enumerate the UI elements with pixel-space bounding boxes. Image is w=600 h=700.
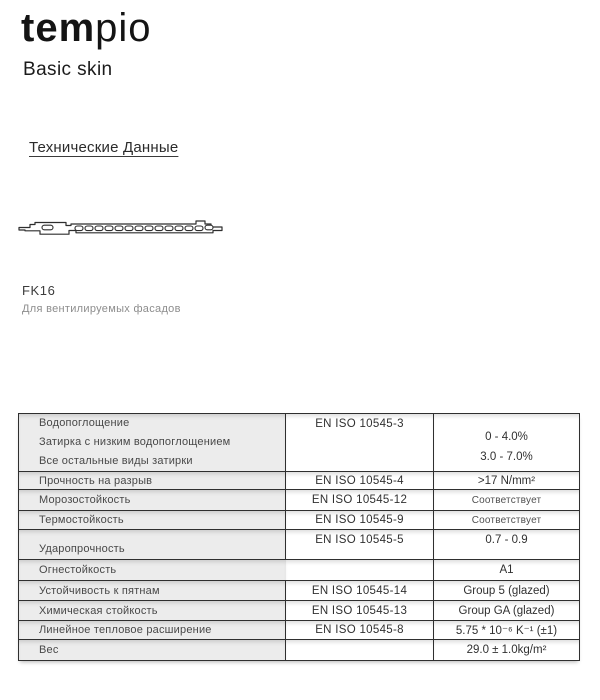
table-row xyxy=(19,621,580,640)
standard-cell: EN ISO 10545-9 xyxy=(286,511,434,530)
standard-cell xyxy=(286,640,434,661)
model-description: Для вентилируемых фасадов xyxy=(22,303,181,315)
technical-data-heading[interactable]: Технические Данные xyxy=(29,139,179,156)
property-cell: Химическая стойкость xyxy=(19,601,286,621)
value-cell: 0.7 - 0.9 xyxy=(434,530,580,560)
standard-cell: EN ISO 10545-4 xyxy=(286,472,434,490)
property-cell: Водопоглощение Затирка с низким водопоглощением Все остальные виды затирки xyxy=(19,414,286,472)
table-row xyxy=(19,581,580,601)
standard-cell: EN ISO 10545-12 xyxy=(286,490,434,511)
standard-cell: EN ISO 10545-3 xyxy=(286,414,434,472)
value-cell: A1 xyxy=(434,560,580,581)
value-cell: Соответствует xyxy=(434,490,580,511)
property-cell: Термостойкость xyxy=(19,511,286,530)
model-code: FK16 xyxy=(22,283,56,298)
property-cell: Морозостойкость xyxy=(19,490,286,511)
value-cell: Group GA (glazed) xyxy=(434,601,580,621)
value-cell: 0 - 4.0% 3.0 - 7.0% xyxy=(434,414,580,472)
spec-table-body xyxy=(19,414,580,661)
value-cell: Group 5 (glazed) xyxy=(434,581,580,601)
standard-cell: EN ISO 10545-13 xyxy=(286,601,434,621)
tempio-logo xyxy=(21,8,152,48)
table-row xyxy=(19,601,580,621)
value-cell: 5.75 * 10⁻⁶ K⁻¹ (±1) xyxy=(434,621,580,640)
value-cell: 29.0 ± 1.0kg/m² xyxy=(434,640,580,661)
table-row xyxy=(19,530,580,560)
standard-cell xyxy=(286,560,434,581)
technical-spec-table xyxy=(18,413,580,661)
table-row xyxy=(19,472,580,490)
property-cell: Вес xyxy=(19,640,286,661)
table-row xyxy=(19,511,580,530)
property-cell: Линейное тепловое расширение xyxy=(19,621,286,640)
value-cell: Соответствует xyxy=(434,511,580,530)
standard-cell: EN ISO 10545-5 xyxy=(286,530,434,560)
product-name: Basic skin xyxy=(23,59,113,80)
property-cell: Огнестойкость xyxy=(19,560,286,581)
table-row xyxy=(19,490,580,511)
panel-cross-section-drawing xyxy=(18,218,224,240)
table-row xyxy=(19,640,580,661)
logo-light-part: pio xyxy=(95,6,152,50)
table-row xyxy=(19,560,580,581)
standard-cell: EN ISO 10545-14 xyxy=(286,581,434,601)
panel-profile-icon xyxy=(18,218,224,240)
value-cell: >17 N/mm² xyxy=(434,472,580,490)
property-cell: Устойчивость к пятнам xyxy=(19,581,286,601)
property-cell: Прочность на разрыв xyxy=(19,472,286,490)
standard-cell: EN ISO 10545-8 xyxy=(286,621,434,640)
property-cell: Ударопрочность xyxy=(19,530,286,560)
logo-bold-part: tem xyxy=(21,6,96,50)
table-row xyxy=(19,414,580,472)
